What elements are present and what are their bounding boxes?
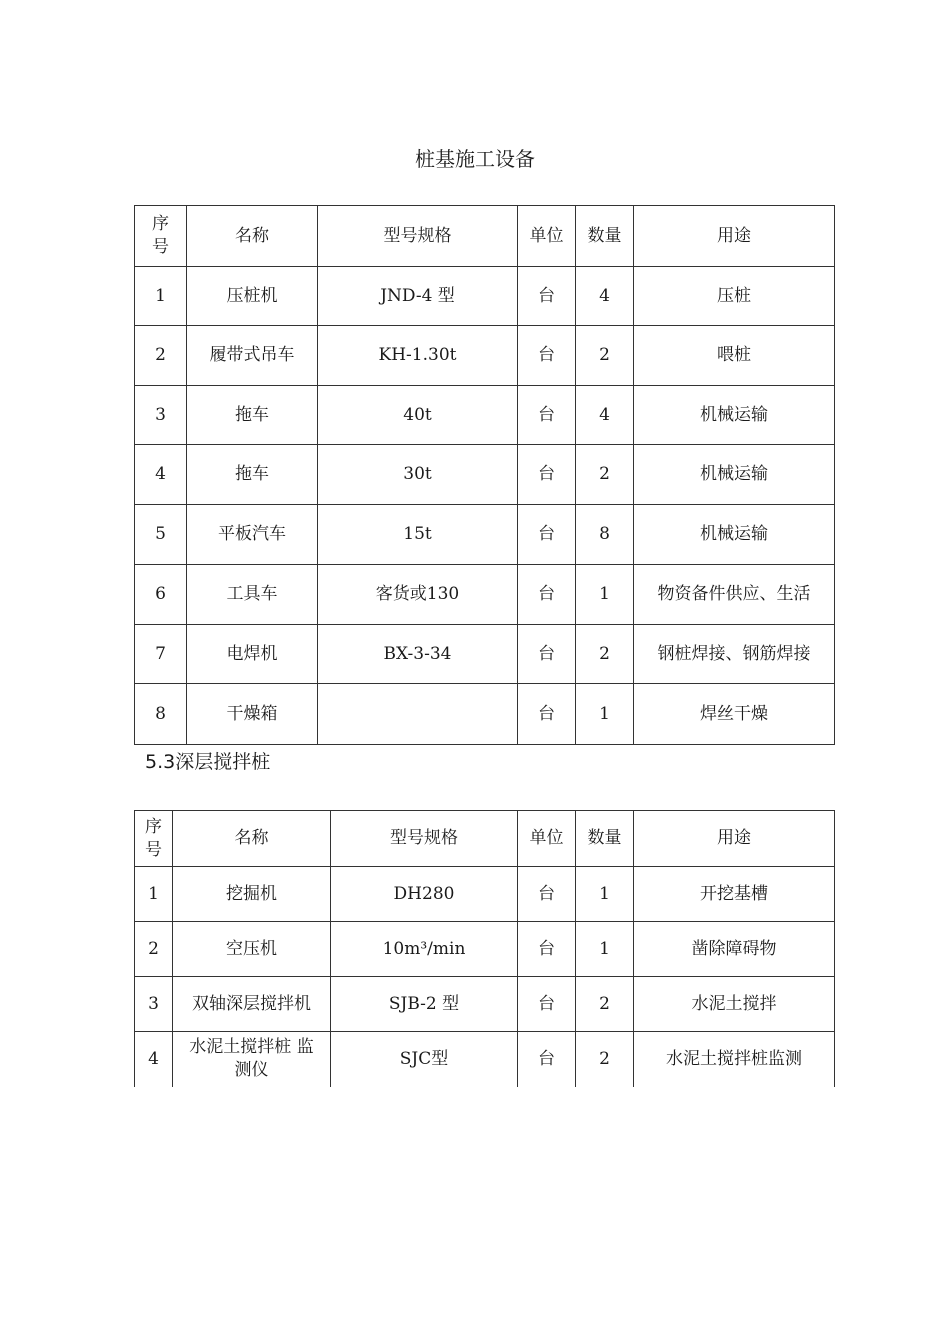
cell-quantity: 1: [576, 867, 634, 922]
cell-unit: 台: [518, 505, 576, 565]
cell-name: 压桩机: [187, 267, 318, 326]
header-cell-index: 序 号: [135, 206, 187, 267]
table-row: [135, 445, 835, 505]
table-row: [135, 267, 835, 326]
header-cell-purpose: 用途: [634, 811, 835, 867]
table-row: [135, 922, 835, 977]
header-cell-name: 名称: [187, 206, 318, 267]
cell-index: 6: [135, 565, 187, 625]
cell-model: SJC型: [331, 1032, 518, 1087]
cell-purpose: 水泥土搅拌桩监测: [634, 1032, 835, 1087]
cell-name: 履带式吊车: [187, 326, 318, 386]
cell-index: 5: [135, 505, 187, 565]
cell-index: 4: [135, 445, 187, 505]
cell-purpose: 凿除障碍物: [634, 922, 835, 977]
header-cell-name: 名称: [173, 811, 331, 867]
header-cell-unit: 单位: [518, 206, 576, 267]
table-row: [135, 977, 835, 1032]
cell-name: 空压机: [173, 922, 331, 977]
cell-model: 30t: [318, 445, 518, 505]
table-row: [135, 326, 835, 386]
cell-name: 拖车: [187, 386, 318, 445]
header-cell-quantity: 数量: [576, 206, 634, 267]
cell-purpose: 压桩: [634, 267, 835, 326]
cell-name: 挖掘机: [173, 867, 331, 922]
cell-unit: 台: [518, 625, 576, 684]
cell-model: 15t: [318, 505, 518, 565]
cell-quantity: 4: [576, 386, 634, 445]
cell-unit: 台: [518, 326, 576, 386]
cell-quantity: 2: [576, 625, 634, 684]
page-title: 桩基施工设备: [415, 147, 535, 171]
cell-model: 10m³/min: [331, 922, 518, 977]
cell-quantity: 4: [576, 267, 634, 326]
cell-quantity: 1: [576, 684, 634, 745]
cell-quantity: 8: [576, 505, 634, 565]
cell-model: SJB-2 型: [331, 977, 518, 1032]
cell-unit: 台: [518, 977, 576, 1032]
cell-unit: 台: [518, 386, 576, 445]
cell-index: 1: [135, 267, 187, 326]
cell-model: JND-4 型: [318, 267, 518, 326]
cell-unit: 台: [518, 684, 576, 745]
cell-unit: 台: [518, 267, 576, 326]
cell-quantity: 1: [576, 565, 634, 625]
cell-purpose: 水泥土搅拌: [634, 977, 835, 1032]
cell-name: 工具车: [187, 565, 318, 625]
header-cell-index: 序 号: [135, 811, 173, 867]
cell-model: 40t: [318, 386, 518, 445]
cell-name: 双轴深层搅拌机: [173, 977, 331, 1032]
header-cell-quantity: 数量: [576, 811, 634, 867]
cell-index: 3: [135, 977, 173, 1032]
cell-quantity: 2: [576, 977, 634, 1032]
cell-index: 7: [135, 625, 187, 684]
cell-name: 水泥土搅拌桩 监 测仪: [173, 1032, 331, 1087]
header-cell-purpose: 用途: [634, 206, 835, 267]
cell-name: 平板汽车: [187, 505, 318, 565]
cell-model: 客货或130: [318, 565, 518, 625]
cell-name: 拖车: [187, 445, 318, 505]
cell-model: DH280: [331, 867, 518, 922]
table-row: [135, 684, 835, 745]
cell-unit: 台: [518, 867, 576, 922]
cell-name: 干燥箱: [187, 684, 318, 745]
table-row: [135, 505, 835, 565]
header-cell-unit: 单位: [518, 811, 576, 867]
table-row: [135, 565, 835, 625]
cell-purpose: 开挖基槽: [634, 867, 835, 922]
cell-purpose: 物资备件供应、生活: [634, 565, 835, 625]
table-row: [135, 625, 835, 684]
cell-index: 1: [135, 867, 173, 922]
cell-unit: 台: [518, 445, 576, 505]
cell-purpose: 机械运输: [634, 445, 835, 505]
cell-name: 电焊机: [187, 625, 318, 684]
cell-unit: 台: [518, 1032, 576, 1087]
cell-index: 3: [135, 386, 187, 445]
cell-purpose: 钢桩焊接、钢筋焊接: [634, 625, 835, 684]
table-header-row: [135, 206, 835, 267]
cell-model: KH-1.30t: [318, 326, 518, 386]
table-header-row: [135, 811, 835, 867]
header-cell-model: 型号规格: [318, 206, 518, 267]
cell-model: [318, 684, 518, 745]
cell-purpose: 机械运输: [634, 386, 835, 445]
deep-mixing-pile-table: [134, 810, 835, 1087]
pile-equipment-table: [134, 205, 835, 745]
cell-purpose: 机械运输: [634, 505, 835, 565]
cell-index: 4: [135, 1032, 173, 1087]
cell-purpose: 喂桩: [634, 326, 835, 386]
cell-unit: 台: [518, 565, 576, 625]
cell-index: 2: [135, 326, 187, 386]
cell-quantity: 2: [576, 445, 634, 505]
table-row: [135, 386, 835, 445]
table-row: [135, 867, 835, 922]
cell-model: BX-3-34: [318, 625, 518, 684]
cell-unit: 台: [518, 922, 576, 977]
header-cell-model: 型号规格: [331, 811, 518, 867]
section-heading: 5.3深层搅拌桩: [145, 751, 271, 773]
cell-purpose: 焊丝干燥: [634, 684, 835, 745]
cell-quantity: 2: [576, 1032, 634, 1087]
cell-index: 8: [135, 684, 187, 745]
cell-quantity: 2: [576, 326, 634, 386]
cell-index: 2: [135, 922, 173, 977]
table-row: [135, 1032, 835, 1087]
cell-quantity: 1: [576, 922, 634, 977]
